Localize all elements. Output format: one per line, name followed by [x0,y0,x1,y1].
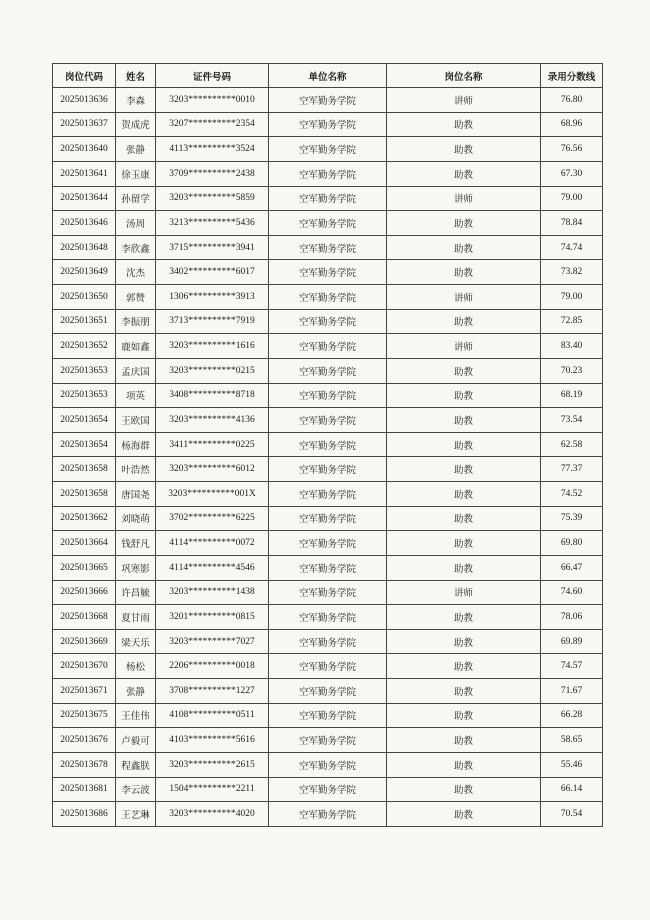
table-row [53,654,603,679]
cell-post-name: 讲师 [387,88,541,113]
cell-post-code: 2025013653 [53,358,116,383]
cell-score-line: 70.54 [541,802,603,827]
cell-unit-name: 空军勤务学院 [269,260,387,285]
table-row [53,334,603,359]
header-post-name: 岗位名称 [387,64,541,88]
cell-score-line: 68.19 [541,383,603,408]
cell-score-line: 83.40 [541,334,603,359]
cell-score-line: 78.84 [541,211,603,236]
cell-unit-name: 空军勤务学院 [269,408,387,433]
cell-unit-name: 空军勤务学院 [269,605,387,630]
cell-id-number: 1504**********2211 [156,777,269,802]
cell-post-code: 2025013650 [53,285,116,310]
cell-id-number: 3203**********5859 [156,186,269,211]
cell-score-line: 78.06 [541,605,603,630]
cell-id-number: 3408**********8718 [156,383,269,408]
cell-score-line: 79.00 [541,186,603,211]
cell-unit-name: 空军勤务学院 [269,88,387,113]
cell-unit-name: 空军勤务学院 [269,112,387,137]
cell-post-code: 2025013653 [53,383,116,408]
cell-score-line: 66.28 [541,703,603,728]
cell-unit-name: 空军勤务学院 [269,309,387,334]
cell-post-name: 助教 [387,432,541,457]
cell-post-name: 讲师 [387,334,541,359]
table-header-row [53,64,603,88]
cell-name: 李云波 [116,777,156,802]
table-row [53,137,603,162]
cell-name: 许昌毓 [116,580,156,605]
cell-post-name: 助教 [387,260,541,285]
cell-post-name: 助教 [387,112,541,137]
cell-score-line: 76.80 [541,88,603,113]
cell-post-code: 2025013652 [53,334,116,359]
table-row [53,506,603,531]
cell-score-line: 74.74 [541,235,603,260]
cell-name: 王佳伟 [116,703,156,728]
cell-name: 汤周 [116,211,156,236]
cell-score-line: 72.85 [541,309,603,334]
cell-score-line: 69.89 [541,629,603,654]
cell-post-code: 2025013678 [53,752,116,777]
cell-unit-name: 空军勤务学院 [269,654,387,679]
cell-post-name: 讲师 [387,186,541,211]
cell-score-line: 73.54 [541,408,603,433]
cell-id-number: 3708**********1227 [156,679,269,704]
cell-post-name: 助教 [387,802,541,827]
cell-name: 刘晓萌 [116,506,156,531]
table-row [53,309,603,334]
cell-score-line: 76.56 [541,137,603,162]
cell-post-name: 助教 [387,605,541,630]
cell-id-number: 3203**********4020 [156,802,269,827]
cell-post-name: 助教 [387,383,541,408]
cell-score-line: 66.14 [541,777,603,802]
cell-id-number: 3213**********5436 [156,211,269,236]
cell-unit-name: 空军勤务学院 [269,629,387,654]
score-line-table [52,63,603,827]
cell-unit-name: 空军勤务学院 [269,555,387,580]
cell-unit-name: 空军勤务学院 [269,383,387,408]
cell-id-number: 3203**********1438 [156,580,269,605]
cell-score-line: 67.30 [541,161,603,186]
table-row [53,679,603,704]
table-row [53,211,603,236]
cell-name: 钱舒凡 [116,531,156,556]
cell-unit-name: 空军勤务学院 [269,506,387,531]
cell-name: 杨海群 [116,432,156,457]
table-row [53,383,603,408]
cell-post-code: 2025013637 [53,112,116,137]
cell-score-line: 55.46 [541,752,603,777]
cell-name: 王欧国 [116,408,156,433]
cell-post-code: 2025013671 [53,679,116,704]
cell-name: 夏甘雨 [116,605,156,630]
cell-name: 李森 [116,88,156,113]
cell-post-name: 讲师 [387,285,541,310]
cell-post-code: 2025013654 [53,408,116,433]
cell-post-code: 2025013654 [53,432,116,457]
cell-score-line: 77.37 [541,457,603,482]
cell-post-name: 助教 [387,309,541,334]
cell-post-name: 助教 [387,358,541,383]
cell-post-name: 助教 [387,777,541,802]
cell-unit-name: 空军勤务学院 [269,432,387,457]
cell-name: 张静 [116,679,156,704]
cell-name: 孟庆国 [116,358,156,383]
cell-score-line: 74.52 [541,482,603,507]
cell-post-name: 助教 [387,629,541,654]
table-row [53,580,603,605]
table-row [53,161,603,186]
cell-unit-name: 空军勤务学院 [269,186,387,211]
cell-post-name: 助教 [387,531,541,556]
cell-post-code: 2025013651 [53,309,116,334]
cell-id-number: 4114**********0072 [156,531,269,556]
cell-post-code: 2025013662 [53,506,116,531]
cell-name: 程鑫朕 [116,752,156,777]
cell-id-number: 4108**********0511 [156,703,269,728]
cell-post-name: 助教 [387,506,541,531]
cell-id-number: 3203**********001X [156,482,269,507]
cell-post-code: 2025013675 [53,703,116,728]
cell-post-name: 讲师 [387,580,541,605]
cell-post-code: 2025013641 [53,161,116,186]
cell-score-line: 69.80 [541,531,603,556]
cell-unit-name: 空军勤务学院 [269,531,387,556]
table-row [53,457,603,482]
table-row [53,482,603,507]
table-row [53,777,603,802]
cell-unit-name: 空军勤务学院 [269,457,387,482]
cell-post-code: 2025013681 [53,777,116,802]
cell-post-name: 助教 [387,679,541,704]
cell-name: 李振朋 [116,309,156,334]
cell-unit-name: 空军勤务学院 [269,161,387,186]
cell-id-number: 3203**********6012 [156,457,269,482]
cell-post-name: 助教 [387,728,541,753]
table-row [53,260,603,285]
header-unit-name: 单位名称 [269,64,387,88]
cell-name: 巩寒影 [116,555,156,580]
table-row [53,408,603,433]
cell-id-number: 3203**********0215 [156,358,269,383]
cell-post-code: 2025013648 [53,235,116,260]
cell-unit-name: 空军勤务学院 [269,211,387,236]
cell-post-name: 助教 [387,457,541,482]
cell-post-code: 2025013676 [53,728,116,753]
cell-id-number: 3201**********0815 [156,605,269,630]
cell-unit-name: 空军勤务学院 [269,679,387,704]
cell-post-code: 2025013668 [53,605,116,630]
cell-name: 项英 [116,383,156,408]
cell-id-number: 4114**********4546 [156,555,269,580]
cell-post-name: 助教 [387,161,541,186]
cell-id-number: 4103**********5616 [156,728,269,753]
cell-post-code: 2025013646 [53,211,116,236]
cell-score-line: 71.67 [541,679,603,704]
table-row [53,703,603,728]
cell-score-line: 58.65 [541,728,603,753]
cell-name: 郭赞 [116,285,156,310]
table-row [53,186,603,211]
cell-post-code: 2025013664 [53,531,116,556]
cell-unit-name: 空军勤务学院 [269,728,387,753]
cell-id-number: 3402**********6017 [156,260,269,285]
cell-post-code: 2025013640 [53,137,116,162]
table-row [53,629,603,654]
cell-post-name: 助教 [387,654,541,679]
cell-post-code: 2025013669 [53,629,116,654]
cell-name: 张静 [116,137,156,162]
cell-name: 叶浩然 [116,457,156,482]
cell-post-name: 助教 [387,408,541,433]
table-row [53,285,603,310]
cell-name: 梁天乐 [116,629,156,654]
table-body [53,88,603,827]
cell-name: 王艺琳 [116,802,156,827]
table-row [53,432,603,457]
table-row [53,752,603,777]
cell-id-number: 3203**********4136 [156,408,269,433]
cell-id-number: 3411**********0225 [156,432,269,457]
cell-post-name: 助教 [387,482,541,507]
cell-post-code: 2025013670 [53,654,116,679]
cell-score-line: 66.47 [541,555,603,580]
cell-name: 鹿如鑫 [116,334,156,359]
cell-unit-name: 空军勤务学院 [269,482,387,507]
cell-post-name: 助教 [387,555,541,580]
cell-unit-name: 空军勤务学院 [269,580,387,605]
cell-unit-name: 空军勤务学院 [269,235,387,260]
cell-score-line: 74.57 [541,654,603,679]
cell-post-code: 2025013644 [53,186,116,211]
cell-name: 孙留学 [116,186,156,211]
cell-unit-name: 空军勤务学院 [269,703,387,728]
cell-id-number: 3203**********1616 [156,334,269,359]
cell-unit-name: 空军勤务学院 [269,358,387,383]
cell-post-code: 2025013665 [53,555,116,580]
cell-post-code: 2025013658 [53,457,116,482]
cell-post-name: 助教 [387,235,541,260]
table-row [53,235,603,260]
cell-id-number: 3203**********2615 [156,752,269,777]
table-row [53,802,603,827]
cell-name: 卢毅可 [116,728,156,753]
cell-unit-name: 空军勤务学院 [269,802,387,827]
table-row [53,531,603,556]
cell-post-code: 2025013666 [53,580,116,605]
header-id-number: 证件号码 [156,64,269,88]
cell-score-line: 68.96 [541,112,603,137]
cell-id-number: 1306**********3913 [156,285,269,310]
cell-post-code: 2025013649 [53,260,116,285]
cell-unit-name: 空军勤务学院 [269,334,387,359]
cell-post-name: 助教 [387,137,541,162]
cell-id-number: 3709**********2438 [156,161,269,186]
cell-score-line: 79.00 [541,285,603,310]
cell-post-code: 2025013636 [53,88,116,113]
cell-name: 沈杰 [116,260,156,285]
cell-unit-name: 空军勤务学院 [269,752,387,777]
table-row [53,358,603,383]
header-score-line: 录用分数线 [541,64,603,88]
cell-score-line: 62.58 [541,432,603,457]
cell-unit-name: 空军勤务学院 [269,285,387,310]
table-row [53,605,603,630]
cell-score-line: 70.23 [541,358,603,383]
table-row [53,555,603,580]
cell-id-number: 3203**********7027 [156,629,269,654]
cell-id-number: 3203**********0010 [156,88,269,113]
cell-name: 唐国尧 [116,482,156,507]
cell-score-line: 74.60 [541,580,603,605]
cell-unit-name: 空军勤务学院 [269,137,387,162]
cell-name: 杨松 [116,654,156,679]
cell-post-code: 2025013658 [53,482,116,507]
cell-id-number: 3207**********2354 [156,112,269,137]
cell-id-number: 3715**********3941 [156,235,269,260]
table-row [53,112,603,137]
cell-name: 贺成虎 [116,112,156,137]
header-name: 姓名 [116,64,156,88]
cell-id-number: 3713**********7919 [156,309,269,334]
table-row [53,728,603,753]
cell-score-line: 75.39 [541,506,603,531]
cell-unit-name: 空军勤务学院 [269,777,387,802]
cell-name: 徐玉康 [116,161,156,186]
cell-post-name: 助教 [387,752,541,777]
cell-score-line: 73.82 [541,260,603,285]
cell-id-number: 3702**********6225 [156,506,269,531]
cell-id-number: 2206**********0018 [156,654,269,679]
table-row [53,88,603,113]
cell-post-name: 助教 [387,211,541,236]
cell-id-number: 4113**********3524 [156,137,269,162]
cell-post-name: 助教 [387,703,541,728]
cell-name: 李欣鑫 [116,235,156,260]
cell-post-code: 2025013686 [53,802,116,827]
header-post-code: 岗位代码 [53,64,116,88]
